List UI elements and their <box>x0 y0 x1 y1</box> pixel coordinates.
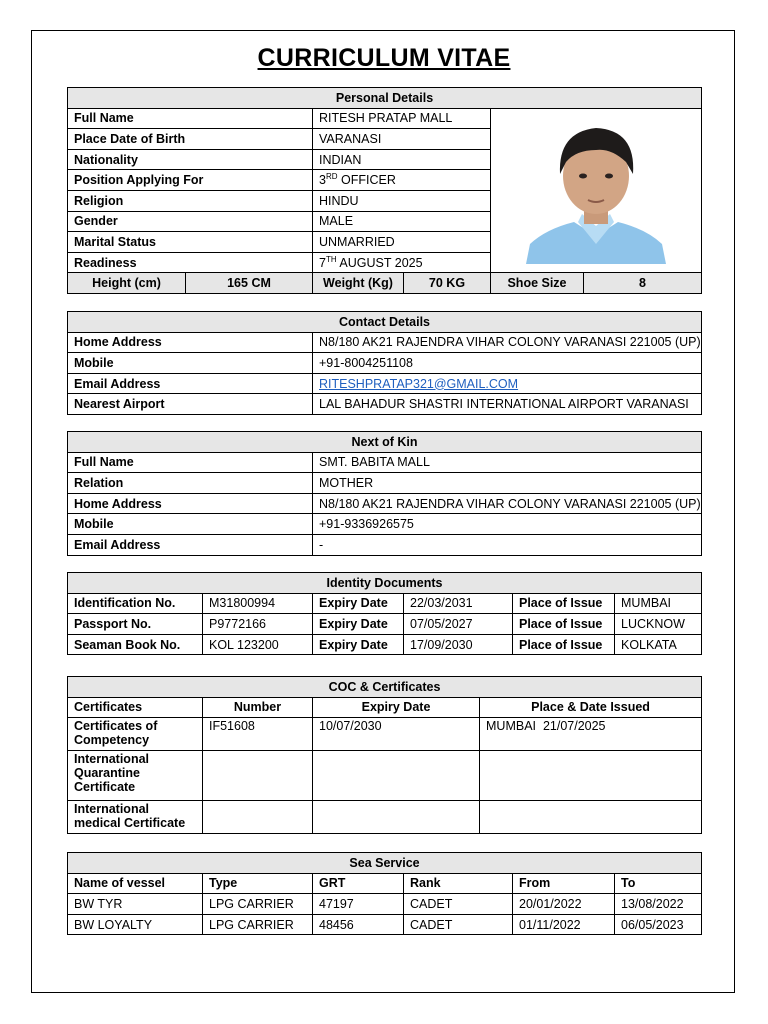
expiry-label: Expiry Date <box>313 593 404 614</box>
weight-value: 70 KG <box>404 273 491 294</box>
doc-number: P9772166 <box>203 614 313 635</box>
height-label: Height (cm) <box>68 273 186 294</box>
certificate-issued <box>480 751 702 801</box>
expiry-label: Expiry Date <box>313 614 404 635</box>
shoe-size-value: 8 <box>584 273 702 294</box>
doc-number: M31800994 <box>203 593 313 614</box>
field-value: HINDU <box>313 190 491 211</box>
certificate-name: Certificates of Competency <box>68 718 203 751</box>
column-header: Rank <box>404 873 513 894</box>
expiry-date: 17/09/2030 <box>404 634 513 655</box>
ordinal-number: 3 <box>319 173 326 188</box>
column-header: Certificates <box>68 697 203 718</box>
certificate-name: International medical Certificate <box>68 801 203 834</box>
rank: CADET <box>404 914 513 935</box>
expiry-date: 07/05/2027 <box>404 614 513 635</box>
column-header: To <box>615 873 702 894</box>
field-value: N8/180 AK21 RAJENDRA VIHAR COLONY VARANASI 221005 (UP) <box>313 332 702 353</box>
coc-certificates-table <box>67 676 702 834</box>
column-header: GRT <box>313 873 404 894</box>
expiry-label: Expiry Date <box>313 634 404 655</box>
from-date: 20/01/2022 <box>513 894 615 915</box>
doc-number: KOL 123200 <box>203 634 313 655</box>
field-value <box>313 373 702 394</box>
certificate-number: IF51608 <box>203 718 313 751</box>
value-text: OFFICER <box>337 173 396 188</box>
column-header: From <box>513 873 615 894</box>
field-value: LAL BAHADUR SHASTRI INTERNATIONAL AIRPORT VARANASI <box>313 394 702 415</box>
field-label: Email Address <box>68 373 313 394</box>
vessel-name: BW LOYALTY <box>68 914 203 935</box>
place-of-issue: MUMBAI <box>615 593 702 614</box>
table-row <box>68 914 702 935</box>
field-label: Home Address <box>68 493 313 514</box>
field-value: SMT. BABITA MALL <box>313 452 702 473</box>
to-date: 13/08/2022 <box>615 894 702 915</box>
vessel-grt: 47197 <box>313 894 404 915</box>
doc-label: Seaman Book No. <box>68 634 203 655</box>
place-label: Place of Issue <box>513 614 615 635</box>
field-label: Nearest Airport <box>68 394 313 415</box>
field-label: Readiness <box>68 252 313 273</box>
field-label: Full Name <box>68 452 313 473</box>
field-value: MALE <box>313 211 491 232</box>
field-value: MOTHER <box>313 473 702 494</box>
section-header: COC & Certificates <box>68 677 702 698</box>
vessel-name: BW TYR <box>68 894 203 915</box>
vessel-type: LPG CARRIER <box>203 914 313 935</box>
field-label: Mobile <box>68 353 313 374</box>
field-label: Relation <box>68 473 313 494</box>
column-header: Place & Date Issued <box>480 697 702 718</box>
certificate-number <box>203 751 313 801</box>
table-row <box>68 894 702 915</box>
place-of-issue: KOLKATA <box>615 634 702 655</box>
certificate-number <box>203 801 313 834</box>
column-header: Expiry Date <box>313 697 480 718</box>
field-value: RITESH PRATAP MALL <box>313 108 491 129</box>
ordinal-suffix: TH <box>325 254 337 264</box>
to-date: 06/05/2023 <box>615 914 702 935</box>
field-value: +91-8004251108 <box>313 353 702 374</box>
certificate-expiry <box>313 751 480 801</box>
field-label: Religion <box>68 190 313 211</box>
height-value: 165 CM <box>186 273 313 294</box>
vessel-grt: 48456 <box>313 914 404 935</box>
field-value: N8/180 AK21 RAJENDRA VIHAR COLONY VARANASI 221005 (UP) <box>313 493 702 514</box>
field-value: UNMARRIED <box>313 232 491 253</box>
weight-label: Weight (Kg) <box>313 273 404 294</box>
field-label: Mobile <box>68 514 313 535</box>
section-header: Sea Service <box>68 853 702 874</box>
page-title: CURRICULUM VITAE <box>257 44 511 72</box>
section-header: Next of Kin <box>68 432 702 453</box>
ordinal-number: 7 <box>319 255 326 270</box>
field-label: Gender <box>68 211 313 232</box>
expiry-date: 22/03/2031 <box>404 593 513 614</box>
doc-label: Identification No. <box>68 593 203 614</box>
place-of-issue: LUCKNOW <box>615 614 702 635</box>
field-value: INDIAN <box>313 149 491 170</box>
from-date: 01/11/2022 <box>513 914 615 935</box>
column-header: Type <box>203 873 313 894</box>
section-header: Contact Details <box>68 312 702 333</box>
doc-label: Passport No. <box>68 614 203 635</box>
field-value: - <box>313 534 702 555</box>
personal-details-table <box>67 87 702 294</box>
field-label: Full Name <box>68 108 313 129</box>
certificate-issued <box>480 801 702 834</box>
certificate-name: International Quarantine Certificate <box>68 751 203 801</box>
sea-service-table <box>67 852 702 935</box>
value-text: AUGUST 2025 <box>336 255 423 270</box>
place-label: Place of Issue <box>513 593 615 614</box>
field-label: Home Address <box>68 332 313 353</box>
section-header: Identity Documents <box>68 573 702 594</box>
vessel-type: LPG CARRIER <box>203 894 313 915</box>
shoe-size-label: Shoe Size <box>491 273 584 294</box>
certificate-expiry <box>313 801 480 834</box>
place-label: Place of Issue <box>513 634 615 655</box>
field-label: Marital Status <box>68 232 313 253</box>
field-label: Email Address <box>68 534 313 555</box>
profile-photo <box>491 108 702 273</box>
column-header: Number <box>203 697 313 718</box>
section-header: Personal Details <box>68 88 702 109</box>
identity-documents-table <box>67 572 702 655</box>
field-label: Nationality <box>68 149 313 170</box>
certificate-expiry: 10/07/2030 <box>313 718 480 751</box>
next-of-kin-table <box>67 431 702 556</box>
profile-photo-image <box>516 114 676 264</box>
ordinal-suffix: RD <box>325 172 338 182</box>
certificate-issued: MUMBAI 21/07/2025 <box>480 718 702 751</box>
field-value <box>313 170 491 191</box>
field-label: Place Date of Birth <box>68 129 313 150</box>
field-value <box>313 252 491 273</box>
contact-details-table <box>67 311 702 415</box>
field-value: VARANASI <box>313 129 491 150</box>
field-label: Position Applying For <box>68 170 313 191</box>
rank: CADET <box>404 894 513 915</box>
column-header: Name of vessel <box>68 873 203 894</box>
email-link[interactable]: RITESHPRATAP321@GMAIL.COM <box>319 376 519 391</box>
field-value: +91-9336926575 <box>313 514 702 535</box>
